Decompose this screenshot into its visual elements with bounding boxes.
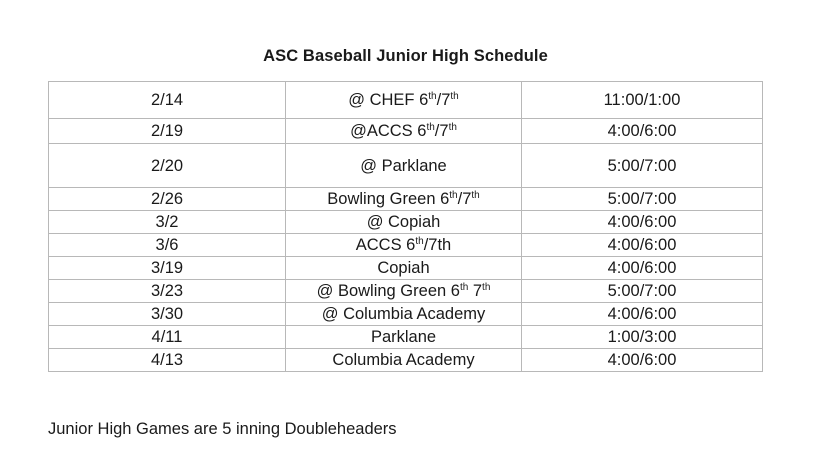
date-cell: 4/11 xyxy=(49,326,286,349)
date-cell: 2/26 xyxy=(49,188,286,211)
page-title: ASC Baseball Junior High Schedule xyxy=(263,47,548,65)
time-cell: 4:00/6:00 xyxy=(522,211,763,234)
date-cell: 3/19 xyxy=(49,257,286,280)
opponent-text: @ Columbia Academy xyxy=(321,305,486,323)
opponent-text: @ Copiah xyxy=(366,213,441,231)
time-cell: 5:00/7:00 xyxy=(522,280,763,303)
opponent-separator: 7 xyxy=(468,282,483,300)
table-row xyxy=(49,349,763,372)
date-cell: 2/20 xyxy=(49,144,286,188)
opponent-cell xyxy=(286,349,522,372)
opponent-text: Parklane xyxy=(370,328,437,346)
time-cell: 11:00/1:00 xyxy=(522,82,763,119)
ordinal-suffix: th xyxy=(415,236,424,247)
time-cell: 1:00/3:00 xyxy=(522,326,763,349)
ordinal-suffix: th xyxy=(449,190,458,201)
footnote: Junior High Games are 5 inning Doubleheaders xyxy=(48,420,397,438)
time-cell: 4:00/6:00 xyxy=(522,303,763,326)
opponent-separator: /7th xyxy=(423,236,452,254)
ordinal-suffix: th xyxy=(471,190,480,201)
opponent-text: Bowling Green 6 xyxy=(327,190,450,208)
date-cell: 2/19 xyxy=(49,119,286,144)
opponent-text: @ Parklane xyxy=(360,156,447,175)
date-cell: 3/6 xyxy=(49,234,286,257)
date-cell: 3/2 xyxy=(49,211,286,234)
ordinal-suffix: th xyxy=(482,282,491,293)
table-row xyxy=(49,119,763,144)
table-row xyxy=(49,303,763,326)
opponent-cell xyxy=(286,257,522,280)
table-row xyxy=(49,144,763,188)
time-cell: 4:00/6:00 xyxy=(522,349,763,372)
opponent-text: @ CHEF 6 xyxy=(348,91,429,109)
opponent-cell xyxy=(286,234,522,257)
date-cell: 3/23 xyxy=(49,280,286,303)
table-row xyxy=(49,326,763,349)
ordinal-suffix: th xyxy=(428,91,437,102)
time-cell: 5:00/7:00 xyxy=(522,144,763,188)
time-cell: 5:00/7:00 xyxy=(522,188,763,211)
ordinal-suffix: th xyxy=(426,122,435,133)
opponent-text: ACCS 6 xyxy=(355,236,416,254)
opponent-cell xyxy=(286,211,522,234)
time-cell: 4:00/6:00 xyxy=(522,119,763,144)
opponent-separator: /7 xyxy=(434,122,449,140)
table-row xyxy=(49,211,763,234)
opponent-separator: /7 xyxy=(457,190,472,208)
opponent-cell xyxy=(286,303,522,326)
opponent-cell xyxy=(286,119,522,144)
ordinal-suffix: th xyxy=(450,91,459,102)
table-row xyxy=(49,234,763,257)
opponent-cell xyxy=(286,82,522,119)
time-cell: 4:00/6:00 xyxy=(522,257,763,280)
opponent-text: @ACCS 6 xyxy=(350,122,427,140)
time-cell: 4:00/6:00 xyxy=(522,234,763,257)
opponent-cell xyxy=(286,188,522,211)
schedule-table xyxy=(48,81,763,372)
opponent-text: Columbia Academy xyxy=(332,351,475,369)
table-row xyxy=(49,257,763,280)
date-cell: 2/14 xyxy=(49,82,286,119)
opponent-separator: /7 xyxy=(436,91,451,109)
opponent-cell xyxy=(286,326,522,349)
table-row xyxy=(49,82,763,119)
table-row xyxy=(49,280,763,303)
opponent-cell xyxy=(286,144,522,188)
table-row xyxy=(49,188,763,211)
date-cell: 4/13 xyxy=(49,349,286,372)
opponent-text: @ Bowling Green 6 xyxy=(316,282,460,300)
opponent-cell xyxy=(286,280,522,303)
ordinal-suffix: th xyxy=(459,282,469,293)
date-cell: 3/30 xyxy=(49,303,286,326)
ordinal-suffix: th xyxy=(448,122,457,133)
opponent-text: Copiah xyxy=(377,259,430,277)
